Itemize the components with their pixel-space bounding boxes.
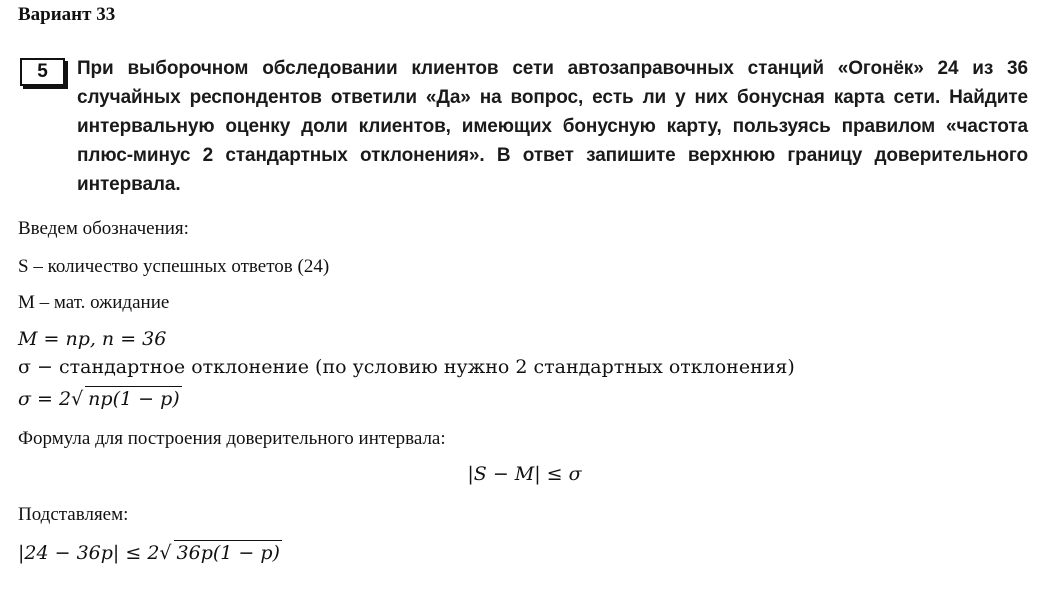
task-number-badge: 5 (20, 58, 65, 86)
sqrt-symbol: √ np(1 − p) (71, 388, 180, 410)
page-title: Вариант 33 (18, 4, 116, 25)
definition-m: М – мат. ожидание (18, 292, 170, 313)
substitution-radicand: 36p(1 − p) (174, 540, 282, 564)
substitution-lhs: |24 − 36p| ≤ 2 (18, 542, 160, 564)
substitution-formula (18, 540, 282, 564)
task-statement: При выборочном обследовании клиентов сети автозаправочных станций «Огонёк» 24 из 36 случайных респондентов ответили «Да» на вопрос, есть ли у них бонусная карта сети. Найдите интервальную оценку доли клиентов, имеющих бонусную карту, пользуясь правилом «частота плюс-минус 2 стандартных отклонения». В ответ запишите верхнюю границу доверительного интервала. (77, 58, 1028, 195)
definition-s: S – количество успешных ответов (24) (18, 256, 330, 277)
formula-sigma-lhs: σ = 2 (18, 388, 72, 410)
sqrt-symbol: √ 36p(1 − p) (159, 542, 280, 564)
interval-formula: |S − M| ≤ σ (467, 463, 582, 485)
task-block (18, 48, 1031, 200)
formula-sigma (18, 386, 182, 410)
formula-expectation: M = np, n = 36 (18, 328, 167, 350)
substitute-intro: Подставляем: (18, 504, 129, 525)
notation-intro: Введем обозначения: (18, 218, 189, 239)
definition-sigma: σ − стандартное отклонение (по условию нужно 2 стандартных отклонения) (18, 356, 795, 378)
formula-sigma-radicand: np(1 − p) (85, 386, 181, 410)
interval-intro: Формула для построения доверительного интервала: (18, 428, 446, 449)
